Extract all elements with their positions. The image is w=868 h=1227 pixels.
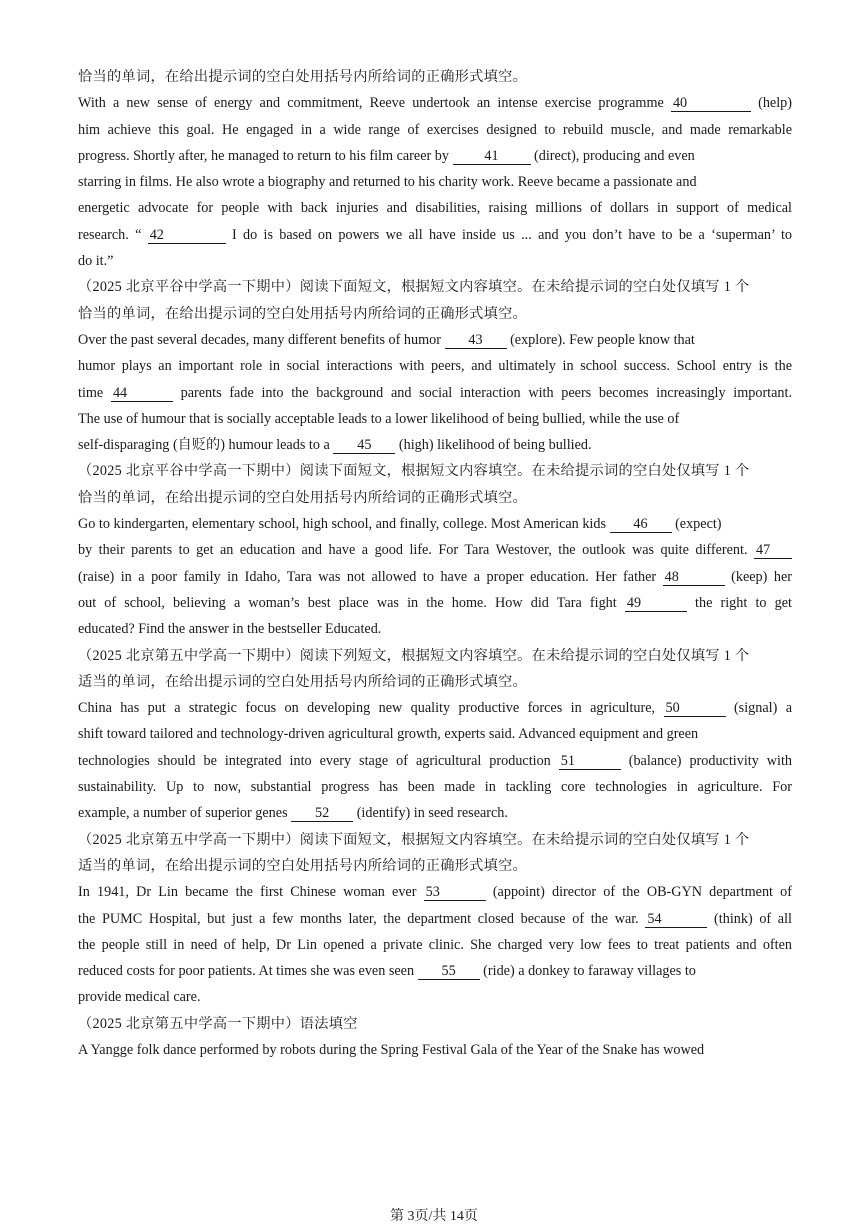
text-line <box>78 748 792 774</box>
text-line <box>78 721 792 747</box>
text-segment: I do is based on powers we all have inside us ... and you don’t have to be a ‘superman’ to <box>225 226 792 243</box>
text-line <box>78 301 792 327</box>
text-segment: (balance) productivity with <box>620 752 792 769</box>
text-segment: In 1941, Dr Lin became the first Chinese woman ever <box>78 884 424 901</box>
text-segment: the PUMC Hospital, but just a few months later, the department closed because of the war. <box>78 910 646 927</box>
text-segment: 恰当的单词，在给出提示词的空白处用括号内所给词的正确形式填空。 <box>78 69 528 85</box>
text-line <box>78 353 792 379</box>
text-segment: parents fade into the background and social interaction with peers becomes increasingly important. <box>172 384 793 401</box>
text-segment: （2025 北京平谷中学高一下期中）阅读下面短文，根据短文内容填空。在未给提示词的空白处仅填写 1 个 <box>78 463 750 480</box>
text-segment: educated? Find the answer in the bestseller Educated. <box>78 621 382 638</box>
text-segment: by their parents to get an education and have a good life. For Tara Westover, the outlook was quite different. <box>78 542 754 559</box>
document-body <box>78 64 792 1063</box>
text-line <box>78 327 792 353</box>
text-segment: (direct), producing and even <box>530 147 695 164</box>
text-line <box>78 458 792 484</box>
text-segment: do it.” <box>78 253 114 270</box>
text-line <box>78 90 792 116</box>
text-line <box>78 143 792 169</box>
text-segment: （2025 北京第五中学高一下期中）阅读下面短文，根据短文内容填空。在未给提示词的空白处仅填写 1 个 <box>78 831 750 848</box>
text-line <box>78 774 792 800</box>
answer-blank-47[interactable]: 47 <box>754 542 792 559</box>
answer-blank-42[interactable]: 42 <box>148 227 226 244</box>
answer-blank-40[interactable]: 40 <box>671 95 751 112</box>
text-line <box>78 117 792 143</box>
text-segment: progress. Shortly after, he managed to return to his film career by <box>78 147 453 164</box>
text-line <box>78 590 792 616</box>
answer-blank-48[interactable]: 48 <box>663 569 725 586</box>
text-segment: 恰当的单词，在给出提示词的空白处用括号内所给词的正确形式填空。 <box>78 305 528 322</box>
answer-blank-45[interactable]: 45 <box>333 437 395 454</box>
text-line <box>78 958 792 984</box>
text-line <box>78 800 792 826</box>
text-line <box>78 853 792 879</box>
text-line <box>78 1011 792 1037</box>
text-segment: out of school, believing a woman’s best place was in the home. How did Tara fight <box>78 594 625 611</box>
text-segment: （2025 北京第五中学高一下期中）阅读下列短文，根据短文内容填空。在未给提示词的空白处仅填写 1 个 <box>78 647 750 664</box>
text-line <box>78 432 792 458</box>
text-segment: energetic advocate for people with back injuries and disabilities, raising millions of dollars in support of medical <box>78 200 792 217</box>
text-segment: China has put a strategic focus on developing new quality productive forces in agriculture, <box>78 700 664 717</box>
text-segment: (expect) <box>671 516 722 533</box>
text-segment: technologies should be integrated into every stage of agricultural production <box>78 752 559 769</box>
text-segment: humor plays an important role in social interactions with peers, and ultimately in school success. School entry is the <box>78 358 792 375</box>
answer-blank-41[interactable]: 41 <box>453 148 531 165</box>
answer-blank-46[interactable]: 46 <box>610 516 672 533</box>
text-segment: (keep) her <box>724 568 792 585</box>
answer-blank-55[interactable]: 55 <box>418 963 480 980</box>
text-segment: example, a number of superior genes <box>78 805 292 822</box>
text-segment: research. “ <box>78 226 148 243</box>
text-line <box>78 537 792 563</box>
text-line <box>78 274 792 300</box>
page-footer: 第 3页/共 14页 <box>390 1209 478 1224</box>
answer-blank-43[interactable]: 43 <box>445 332 507 349</box>
text-line <box>78 827 792 853</box>
text-segment: (high) likelihood of being bullied. <box>395 437 592 454</box>
answer-blank-53[interactable]: 53 <box>424 884 486 901</box>
answer-blank-44[interactable]: 44 <box>111 385 173 402</box>
text-segment: (ride) a donkey to faraway villages to <box>479 963 696 980</box>
answer-blank-49[interactable]: 49 <box>625 595 687 612</box>
answer-blank-50[interactable]: 50 <box>664 700 726 717</box>
text-line <box>78 906 792 932</box>
text-segment: the people still in need of help, Dr Lin opened a private clinic. She charged very low fees to treat patients and often <box>78 936 792 953</box>
text-line <box>78 879 792 905</box>
text-line <box>78 695 792 721</box>
text-segment: starring in films. He also wrote a biography and returned to his charity work. Reeve became a passionate and <box>78 174 697 191</box>
text-segment: The use of humour that is socially acceptable leads to a lower likelihood of being bullied, while the use of <box>78 410 680 427</box>
text-line <box>78 1037 792 1063</box>
text-segment: A Yangge folk dance performed by robots during the Spring Festival Gala of the Year of the Snake has wowed <box>78 1041 705 1058</box>
answer-blank-54[interactable]: 54 <box>645 911 707 928</box>
text-line <box>78 406 792 432</box>
text-line <box>78 248 792 274</box>
text-segment: （2025 北京平谷中学高一下期中）阅读下面短文，根据短文内容填空。在未给提示词的空白处仅填写 1 个 <box>78 279 750 296</box>
text-segment: (think) of all <box>707 910 792 927</box>
answer-blank-52[interactable]: 52 <box>291 805 353 822</box>
text-line <box>78 195 792 221</box>
text-line <box>78 669 792 695</box>
text-line <box>78 984 792 1010</box>
text-segment: sustainability. Up to now, substantial progress has been made in tackling core technologies in agriculture. For <box>78 779 792 796</box>
text-segment: (identify) in seed research. <box>353 805 508 822</box>
text-line <box>78 169 792 195</box>
text-segment: reduced costs for poor patients. At times she was even seen <box>78 963 418 980</box>
text-segment: him achieve this goal. He engaged in a wide range of exercises designed to rebuild muscle, and made remarkable <box>78 121 792 138</box>
text-segment: 适当的单词，在给出提示词的空白处用括号内所给词的正确形式填空。 <box>78 857 528 874</box>
text-segment: (explore). Few people know that <box>506 331 695 348</box>
text-line <box>78 222 792 248</box>
text-segment: (appoint) director of the OB-GYN department of <box>485 884 792 901</box>
answer-blank-51[interactable]: 51 <box>559 753 621 770</box>
text-segment: self-disparaging (自贬的) humour leads to a <box>78 437 334 454</box>
text-line <box>78 564 792 590</box>
text-line <box>78 64 792 90</box>
text-segment: Go to kindergarten, elementary school, high school, and finally, college. Most American kids <box>78 516 610 533</box>
text-segment: (help) <box>750 95 792 112</box>
text-segment: (raise) in a poor family in Idaho, Tara was not allowed to have a proper education. Her father <box>78 568 663 585</box>
text-segment: time <box>78 384 111 401</box>
text-line <box>78 511 792 537</box>
text-line <box>78 485 792 511</box>
text-segment: Over the past several decades, many different benefits of humor <box>78 331 445 348</box>
text-segment: With a new sense of energy and commitment, Reeve undertook an intense exercise programme <box>78 95 671 112</box>
text-segment: provide medical care. <box>78 989 201 1006</box>
text-segment: shift toward tailored and technology-driven agricultural growth, experts said. Advanced equipment and green <box>78 726 699 743</box>
text-segment: 适当的单词，在给出提示词的空白处用括号内所给词的正确形式填空。 <box>78 673 528 690</box>
text-line <box>78 380 792 406</box>
text-segment: 恰当的单词，在给出提示词的空白处用括号内所给词的正确形式填空。 <box>78 489 528 506</box>
text-line <box>78 932 792 958</box>
text-line <box>78 616 792 642</box>
text-line <box>78 643 792 669</box>
text-segment: （2025 北京第五中学高一下期中）语法填空 <box>78 1015 358 1032</box>
text-segment: the right to get <box>686 594 792 611</box>
text-segment: (signal) a <box>725 700 793 717</box>
